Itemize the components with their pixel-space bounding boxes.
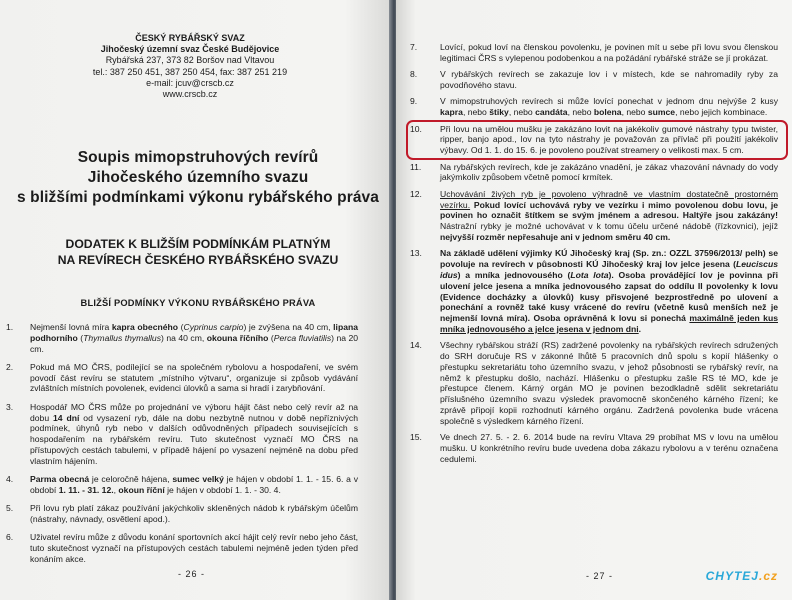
rule-number: 9.	[410, 96, 418, 107]
rule-number: 10.	[410, 123, 422, 134]
rule-number: 6.	[6, 532, 14, 543]
rule-item	[410, 162, 778, 184]
red-highlight-box	[406, 120, 788, 160]
left-rules-list	[6, 322, 358, 572]
rule-text: V rybářských revírech se zakazuje lov i v místech, kde se nahromadily ryby za povodňového stavu.	[440, 69, 778, 90]
rule-number: 7.	[410, 42, 418, 52]
org-street: Rybářská 237, 373 82 Boršov nad Vltavou	[105, 55, 275, 66]
rule-text: V mimopstruhových revírech si může lovící ponechat v jednom dnu nejvýše 2 kusy kapra, nebo štiky, nebo candáta, nebo bolena, nebo sumce, nebo jejich kombinace.	[440, 96, 778, 118]
chytej-watermark-logo: CHYTEJ.cz	[705, 569, 778, 583]
org-phones: tel.: 387 250 451, 387 250 454, fax: 387 251 219	[92, 66, 288, 77]
org-email: e-mail: jcuv@crscb.cz	[146, 77, 234, 88]
rule-item	[410, 248, 778, 334]
rule-number: 3.	[6, 401, 14, 412]
rule-text: Pokud má MO ČRS, podílející se na společném rybolovu a hospodaření, ve svém povodí část revíru se statutem „místního výtvaru“, organizuje si způsob vydávání zvláštních místních povolenek, evidenci úlovků a sama si hradí i zarybňování.	[30, 361, 358, 394]
subtitle-line-1: DODATEK K BLIŽŠÍM PODMÍNKÁM PLATNÝM	[65, 237, 331, 251]
rule-number: 12.	[410, 188, 422, 199]
rule-number: 13.	[410, 248, 422, 259]
rule-text: Na rybářských revírech, kde je zakázáno vnadění, je zákaz vhazování návnady do vody jakýmkoliv způsobem včetně pomocí krmítek.	[440, 161, 778, 183]
title-line-2: Jihočeského územního svazu	[87, 169, 309, 186]
rule-number: 14.	[410, 340, 422, 351]
rule-text: Lovící, pokud loví na členskou povolenku, je povinen mít u sebe při lovu svou členskou legitimaci ČRS s vylepenou podobenkou a na požádání rybářské stráže se jí prokázat.	[440, 42, 778, 63]
rule-text: Na základě udělení výjimky KÚ Jihočeský kraj (Sp. zn.: OZZL 37596/2013/ pelh) se povoluje na revírech v působnosti KÚ Jihočeský kraj lov jelce jesena (Leuciscus idus) a mníka jednovousého (Lota lota). Osoba provádějící lov je povinna při ulovení jelce jesena a mníka jednovousého zapsat do oddílu II povolenky k lovu (Evidence docházky a úlovků) kusy přisvojené bezprostředně po ulovení a ponechání a rovněž také kusy vrácené do revíru (včetně kusů menších než je nejmenší lovná míra). Osoba oprávněná k lovu si ponechá maximálně jeden kus mníka jednovousého a jelce jesena v jednom dni.	[440, 248, 778, 334]
rule-item	[410, 432, 778, 464]
rule-number: 15.	[410, 432, 422, 443]
rule-number: 8.	[410, 69, 418, 80]
org-branch: Jihočeský územní svaz České Budějovice	[100, 44, 280, 55]
title-line-3: s bližšími podmínkami výkonu rybářského práva	[17, 189, 379, 206]
rule-item	[6, 503, 358, 525]
rule-text: Všechny rybářskou stráží (RS) zadržené povolenky na rybářských revírech sdružených do SRH doručuje RS v zákonné lhůtě 5 pracovních dnů spolu s kopií hlášenky o přestupku sekretariátu toho územního svazu, v jehož působnosti se rybářský revír, na němž k přestupku došlo, nachází. Hlášenku o přestupku zašle RS té MO, kde je přestupce členem. Kárný orgán MO je povinen bezodkladně sdělit sekretariátu příslušného územního svazu výsledek pravomocně skončeného kárného řízení; ke zprávě připojí kopii rozhodnutí kárného orgánu. Zadržená povolenka bude vrácena společně s výsledkem kárného řízení.	[440, 340, 778, 426]
rule-item	[6, 532, 358, 564]
rule-item	[410, 340, 778, 426]
section-title: BLIŽŠÍ PODMÍNKY VÝKONU RYBÁŘSKÉHO PRÁVA	[80, 298, 316, 308]
page-title	[8, 148, 388, 208]
rule-item	[410, 42, 778, 64]
title-line-1: Soupis mimopstruhových revírů	[77, 149, 319, 166]
rule-item	[410, 96, 778, 118]
address-block	[90, 33, 290, 100]
rule-number: 4.	[6, 474, 14, 485]
rule-number: 1.	[6, 322, 14, 332]
rule-text: Při lovu ryb platí zákaz používání jakýchkoliv skleněných nádob k rybářským účelům (nástrahy, návnady, osvětlení apod.).	[30, 503, 358, 524]
rule-text: Nejmenší lovná míra kapra obecného (Cyprinus carpio) je zvýšena na 40 cm, lipana podhorního (Thymallus thymallus) na 40 cm, okouna říčního (Perca fluviatilis) na 20 cm.	[30, 322, 359, 354]
rule-text: Ve dnech 27. 5. - 2. 6. 2014 bude na revíru Vltava 29 probíhat MS v lovu na umělou mušku. U konkrétního revíru bude uvedena doba zákazu rybolovu a v terénu označena cedulemi.	[440, 432, 778, 464]
rule-text: Při lovu na umělou mušku je zakázáno lovit na jakékoliv gumové nástrahy typu twister, ripper, banjo apod., lov na tyto nástrahy je považován za přívlač při použití jakékoliv výbavy. Od 1. 1. do 15. 6. je povoleno používat streamery o velikosti max. 5 cm.	[440, 123, 778, 156]
page-number-left: - 26 -	[178, 569, 206, 579]
left-page	[0, 0, 392, 600]
rule-text: Uživatel revíru může z důvodu konání sportovních akcí hájit celý revír nebo jeho část, tuto skutečnost vyznačí na přístupových cestách tabulemi nejméně jeden týden před konáním akce.	[30, 532, 358, 564]
org-name: ČESKÝ RYBÁŘSKÝ SVAZ	[135, 33, 245, 43]
rule-item	[6, 474, 358, 496]
rule-text: Uchovávání živých ryb je povoleno výhradně ve vlastním dostatečně prostorném vezírku. Pokud lovící uchovává ryby ve vezírku i mimo povolenou dobu lovu, je povinen ho označit štítkem se svým jménem a adresou. Haltýře jsou zakázány! Nástražní rybky je možné uchovávat v k tomu účelu určené nádobě (řízkovnici), jejíž nejvyšší rozměr nepřesahuje ani v jednom směru 40 cm.	[440, 188, 778, 242]
subtitle-line-2: NA REVÍRECH ČESKÉHO RYBÁŘSKÉHO SVAZU	[57, 253, 339, 267]
rule-item	[6, 402, 358, 467]
rule-number: 2.	[6, 361, 14, 372]
rule-text: Parma obecná je celoročně hájena, sumec velký je hájen v období 1. 1. - 15. 6. a v období 1. 11. - 31. 12., okoun říční je hájen v období 1. 1. - 30. 4.	[30, 474, 358, 495]
org-web: www.crscb.cz	[162, 89, 218, 100]
page-number-right: - 27 -	[586, 571, 614, 581]
rule-number: 5.	[6, 503, 14, 514]
right-rules-list	[410, 42, 778, 470]
rule-number: 11.	[410, 161, 422, 172]
rule-item	[410, 189, 778, 243]
rule-text: Hospodář MO ČRS může po projednání ve výboru hájit část nebo celý revír až na dobu 14 dní od vysazení ryb, dále na dobu nezbytně nutnou v době nepříznivých podmínek, úhynů ryb nebo v dalších odůvodněných případech souvisejících s hospodařením na rybářském revíru. Tuto skutečnost vyznačí MO ČRS na přístupových cestách tabulemi, v případě hájení po vysazení nejméně na dobu před vlastním hájením.	[30, 401, 358, 466]
right-page	[396, 0, 792, 600]
rule-item	[6, 322, 358, 354]
rule-item	[410, 69, 778, 91]
rule-item	[6, 362, 358, 394]
subtitle	[10, 236, 386, 268]
